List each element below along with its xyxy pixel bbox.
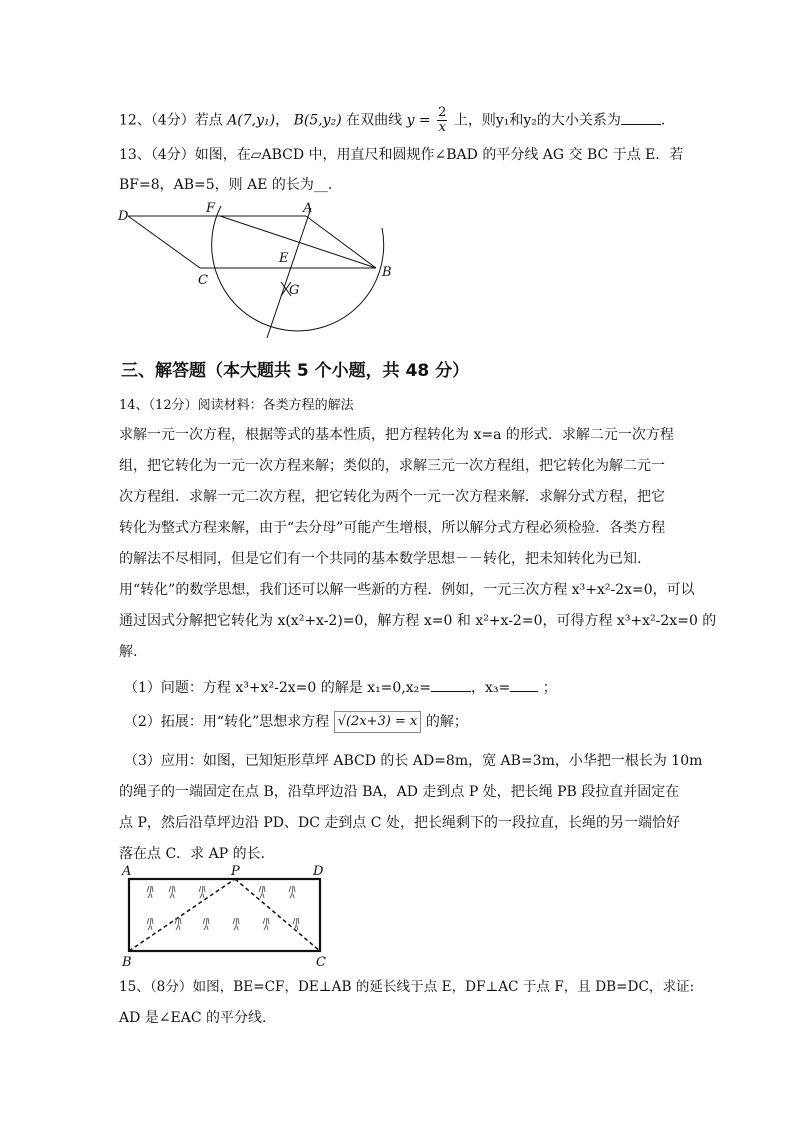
q14-part2-pre: （2）拓展：用“转化”思想求方程	[124, 714, 330, 730]
q14-part3-l2: 的绳子的一端固定在点 B，沿草坪边沿 BA，AD 走到点 P 处，把长绳 PB 段拉直并固定在	[119, 784, 680, 800]
q14-p4: 转化为整式方程来解，由于“去分母”可能产生增根，所以解分式方程必须检验．各类方程	[119, 520, 666, 536]
label-C: C	[198, 273, 208, 288]
q14-part3-l3: 点 P，然后沿草坪边沿 PD、DC 走到点 C 处，把长绳剩下的一段拉直，长绳的另一端恰好	[119, 815, 680, 831]
q14-part2-post: 的解；	[425, 714, 468, 730]
q12-answer-blank	[621, 110, 661, 125]
q14-p6: 用“转化”的数学思想，我们还可以解一些新的方程．例如，一元三次方程 x³+x²-2x=0，可以	[119, 582, 695, 598]
q14-part1-end: ；	[542, 680, 557, 696]
q14-part1	[124, 677, 557, 698]
q12-fraction-num: 2	[438, 105, 447, 120]
label-G: G	[289, 283, 300, 298]
q12-sep: ，	[275, 112, 290, 129]
q14-p2: 组，把它转化为一元一次方程来解；类似的，求解三元一次方程组，把它转化为解二元一	[119, 458, 665, 474]
q14-part2	[124, 710, 468, 734]
lawn-rectangle	[129, 879, 320, 951]
bisector-AG	[267, 208, 311, 338]
q14-p3: 次方程组．求解一元二次方程，把它转化为两个一元一次方程来解．求解分式方程，把它	[119, 489, 665, 505]
q14-part3-l4: 落在点 C．求 AP 的长.	[119, 846, 266, 862]
q14-title: 14、（12分）阅读材料：各类方程的解法	[119, 398, 354, 413]
q12-tail: 上，则y₁和y₂的大小关系为	[453, 112, 621, 129]
q14-p8: 解.	[119, 644, 138, 660]
q14-part1-mid: ，x₃=	[471, 680, 511, 696]
q14-p1: 求解一元一次方程，根据等式的基本性质，把方程转化为 x=a 的形式．求解二元一次方程	[119, 427, 674, 443]
q12-fraction	[437, 106, 447, 135]
q12-end: .	[660, 112, 666, 129]
q14-blank-x2	[431, 677, 471, 692]
q14-p7: 通过因式分解把它转化为 x(x²+x-2)=0，解方程 x=0 和 x²+x-2=0，可得方程 x³+x²-2x=0 的	[119, 613, 717, 629]
edge-DC	[128, 216, 200, 268]
q12-curve-lhs: y =	[406, 112, 431, 129]
label-C2: C	[316, 955, 326, 970]
label-P: P	[231, 864, 240, 879]
rope-BP	[129, 879, 235, 951]
q14-part1-pre: （1）问题：方程 x³+x²-2x=0 的解是 x₁=0,x₂=	[124, 680, 432, 696]
label-D2: D	[313, 864, 324, 879]
q14-p5: 的解法不尽相同，但是它们有一个共同的基本数学思想－－转化，把未知转化为已知.	[119, 551, 642, 567]
label-B: B	[382, 265, 392, 280]
label-D: D	[118, 209, 129, 224]
label-E: E	[279, 251, 289, 266]
rope-PC	[235, 879, 320, 951]
q14-part3-l1: （3）应用：如图，已知矩形草坪 ABCD 的长 AD=8m，宽 AB=3m，小华把一根长为 10m	[124, 753, 703, 769]
label-F: F	[206, 201, 216, 216]
label-B2: B	[122, 955, 132, 970]
q14-blank-x3	[510, 677, 538, 692]
q12-line	[119, 106, 665, 135]
q14-part2-equation: √(2x+3) = x	[334, 711, 422, 733]
q12-head: 12、（4分）若点	[119, 112, 223, 129]
q13-line1: 13、（4分）如图，在▱ABCD 中，用直尺和圆规作∠BAD 的平分线 AG 交 BC 于点 E．若	[119, 147, 684, 163]
q13-line2: BF=8，AB=5，则 AE 的长为__.	[119, 177, 333, 193]
lawn-rectangle-figure	[117, 862, 332, 970]
q12-fraction-den: x	[438, 120, 446, 135]
section-title: 三、解答题（本大题共 5 个小题，共 48 分）	[121, 361, 470, 381]
label-A2: A	[122, 864, 132, 879]
parallelogram-figure	[110, 198, 410, 343]
q15-line2: AD 是∠EAC 的平分线.	[119, 1010, 267, 1026]
label-A: A	[303, 201, 313, 216]
q12-point-b: B(5,y₂)	[293, 112, 342, 129]
q12-mid: 在双曲线	[346, 112, 403, 129]
q15-line1: 15、（8分）如图，BE=CF，DE⊥AB 的延长线于点 E，DF⊥AC 于点 F，且 DB=DC，求证:	[119, 979, 695, 995]
segment-FB	[220, 216, 376, 268]
edge-AB	[306, 216, 376, 268]
q12-point-a: A(7,y₁)	[227, 112, 276, 129]
